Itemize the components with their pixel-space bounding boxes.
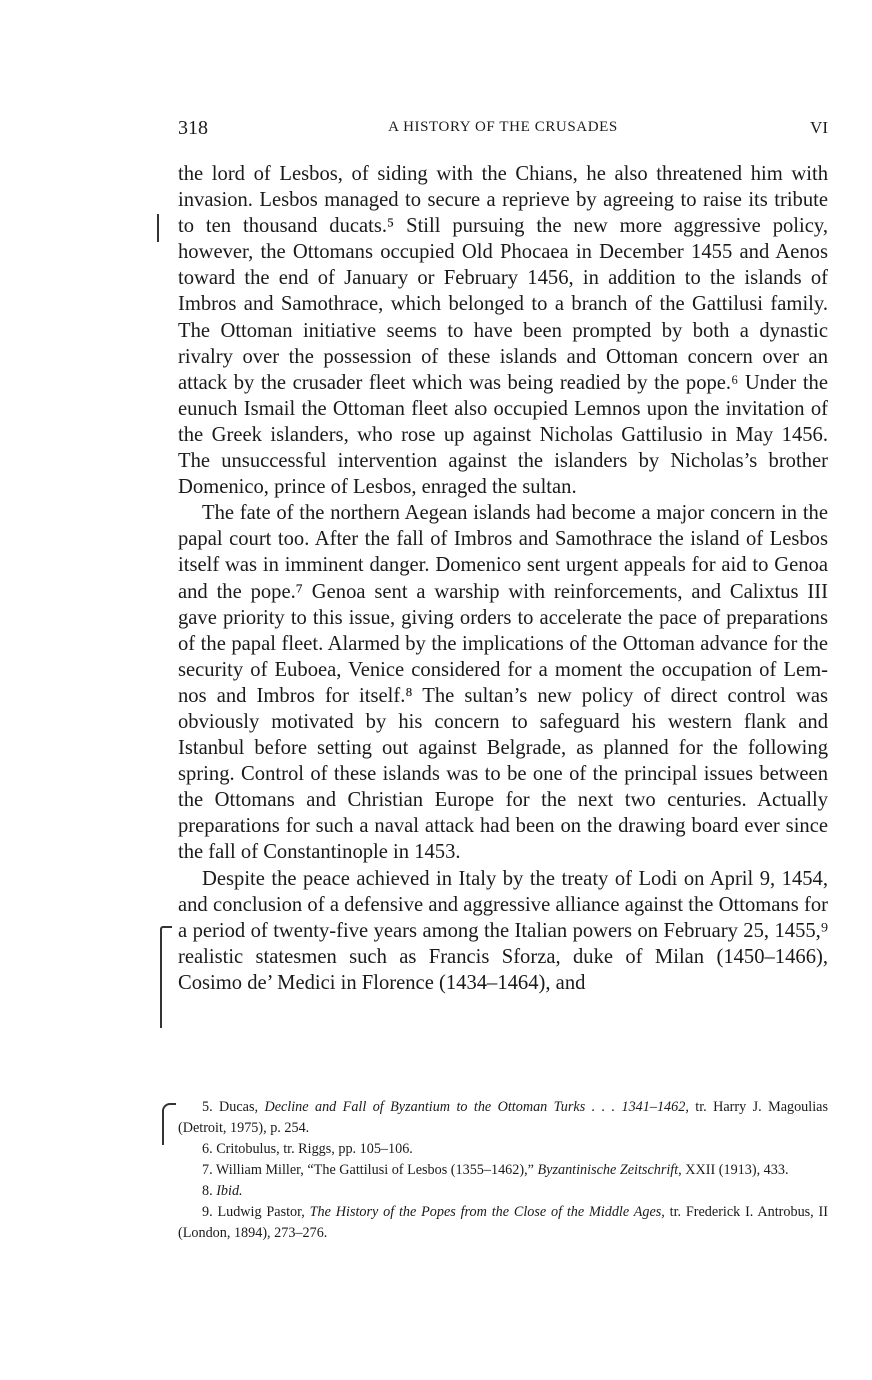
footnote-italic: Byzantinische Zeitschrift, — [537, 1162, 682, 1178]
running-title: A HISTORY OF THE CRUSADES — [388, 119, 618, 135]
part-number: VI — [810, 118, 828, 137]
footnote-italic: The History of the Popes from the Close of the Middle Ages, — [309, 1204, 665, 1220]
margin-bracket — [157, 214, 162, 242]
footnote-text: tr. Harry J. Magoulias (Detroit, 1975), p. 254. — [178, 1099, 828, 1136]
footnote — [178, 1139, 828, 1160]
page-number: 318 — [178, 117, 208, 139]
footnote-text: 6. Critobulus, tr. Riggs, pp. 105–106. — [202, 1141, 413, 1157]
body-text — [178, 161, 828, 996]
footnote — [178, 1160, 828, 1181]
footnote-italic: Decline and Fall of Byzantium to the Ottoman Turks . . . 1341–1462, — [264, 1099, 689, 1115]
paragraph: Despite the peace achieved in Italy by the treaty of Lodi on April 9, 1454, and conclusion of a defensive and aggressive alliance against the Ottomans for a period of twenty-five years among the Italian powers on February 25, 1455,⁹ realistic statesmen such as Francis Sforza, duke of Milan (1450–1466), Cosimo de’ Medici in Florence (1434–1464), and — [178, 867, 828, 994]
footnote — [178, 1202, 828, 1244]
footnote-text: 5. Ducas, — [202, 1099, 265, 1115]
footnote-text: XXII (1913), 433. — [681, 1162, 789, 1178]
footnote — [178, 1181, 828, 1202]
footnote-text: 7. William Miller, “The Gattilusi of Lesbos (1355–1462),” — [202, 1162, 538, 1178]
footnote-italic: Ibid. — [216, 1183, 243, 1199]
footnotes — [178, 1097, 828, 1244]
footnote-text: 9. Ludwig Pastor, — [202, 1204, 310, 1220]
margin-bracket — [160, 926, 172, 1028]
paragraph: the lord of Lesbos, of siding with the Chians, he also threatened him with invasion. Lesbos managed to secure a reprieve by agreeing to raise its tribute to ten thousand ducats.⁵ Still pursuing the new more aggressive policy, however, the Ottomans occupied Old Phocaea in December 1455 and Aenos toward the end of January or February 1456, in addition to the islands of Imbros and Samothrace, which belonged to a branch of the Gattilusi family. The Ottoman initiative seems to have been prompted by both a dynastic rivalry over the possession of these islands and Ottoman concern over an attack by the crusader fleet which was being readied by the pope.⁶ Under the eunuch Ismail the Ottoman fleet also occupied Lemnos upon the invitation of the Greek islanders, who rose up against Nicholas Gattilusio in May 1456. The unsuccessful intervention against the islanders by Nicholas’s brother Domenico, prince of Lesbos, enraged the sultan. — [178, 163, 828, 499]
footnote-text: tr. Frederick I. Antrobus, II (London, 1894), 273–276. — [178, 1204, 828, 1241]
running-header — [178, 117, 828, 141]
footnote-text: 8. — [202, 1183, 217, 1199]
margin-bracket — [162, 1103, 176, 1145]
footnote — [178, 1097, 828, 1139]
paragraph: The fate of the northern Aegean islands had become a major concern in the papal court too. After the fall of Imbros and Samothrace the island of Lesbos itself was in imminent danger. Domenico sent urgent appeals for aid to Genoa and the pope.⁷ Genoa sent a warship with reinforcements, and Calixtus III gave priority to this issue, giving orders to accelerate the pace of preparations of the papal fleet. Alarmed by the implications of the Ottoman advance for the security of Euboea, Venice considered for a moment the occupation of Lemnos and Imbros for itself.⁸ The sultan’s new policy of direct control was obviously motivated by his concern to safeguard his western flank and Istanbul before setting out against Belgrade, as planned for the following spring. Control of these islands was to be one of the principal issues between the Ottomans and Christian Europe for the next two centuries. Actually preparations for such a naval attack had been on the drawing board ever since the fall of Constantinople in 1453. — [178, 502, 828, 864]
